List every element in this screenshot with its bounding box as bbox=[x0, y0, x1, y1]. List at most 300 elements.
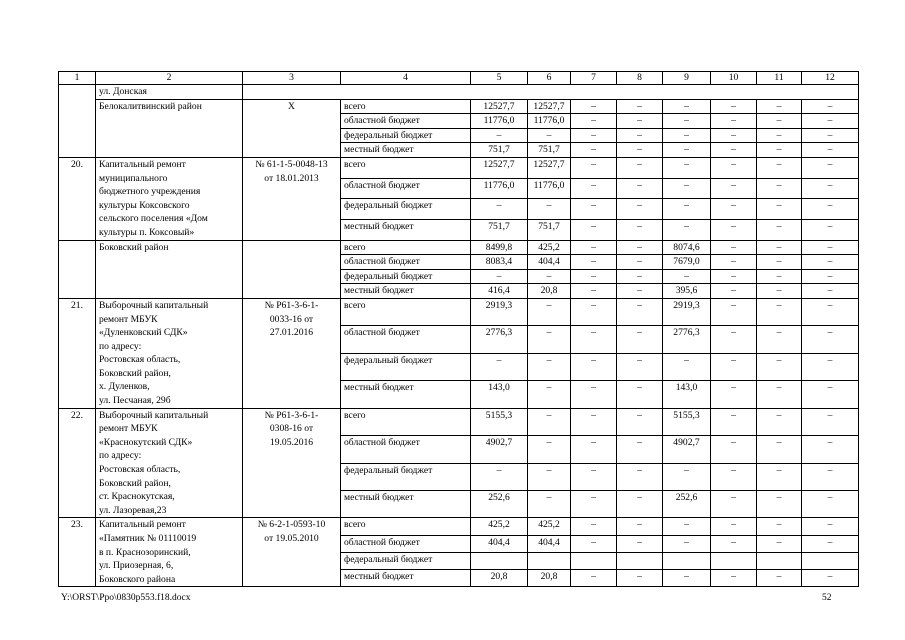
value-cell: – bbox=[711, 143, 757, 158]
object-name-line: «Памятник № 01110019 bbox=[99, 533, 197, 544]
column-header: 3 bbox=[243, 72, 341, 85]
value-cell: – bbox=[571, 326, 617, 353]
table-row bbox=[59, 298, 859, 325]
value-cell: – bbox=[528, 463, 571, 490]
value-cell: – bbox=[571, 199, 617, 220]
value-cell: 252,6 bbox=[663, 490, 711, 517]
value-cell: – bbox=[571, 298, 617, 325]
value-cell: – bbox=[571, 114, 617, 129]
value-cell: – bbox=[528, 199, 571, 220]
column-header: 4 bbox=[341, 72, 471, 85]
value-cell bbox=[802, 552, 859, 569]
value-cell: – bbox=[663, 199, 711, 220]
value-cell: 404,4 bbox=[528, 535, 571, 552]
value-cell bbox=[757, 552, 802, 569]
value-cell: – bbox=[802, 99, 859, 114]
value-cell: – bbox=[802, 570, 859, 587]
object-name bbox=[96, 240, 243, 298]
value-cell bbox=[663, 552, 711, 569]
value-cell: – bbox=[571, 128, 617, 143]
value-cell: 2776,3 bbox=[471, 326, 528, 353]
value-cell: – bbox=[802, 490, 859, 517]
object-name bbox=[96, 157, 243, 240]
document-ref bbox=[243, 240, 341, 298]
value-cell: – bbox=[757, 535, 802, 552]
table-row bbox=[59, 157, 859, 178]
value-cell: – bbox=[802, 518, 859, 535]
value-cell: – bbox=[802, 128, 859, 143]
value-cell: – bbox=[571, 381, 617, 408]
value-cell: – bbox=[617, 199, 663, 220]
value-cell: 20,8 bbox=[528, 284, 571, 299]
item-number: 21. bbox=[59, 298, 96, 408]
value-cell bbox=[471, 552, 528, 569]
value-cell: – bbox=[617, 143, 663, 158]
value-cell: – bbox=[711, 99, 757, 114]
value-cell: – bbox=[471, 463, 528, 490]
value-cell: – bbox=[711, 199, 757, 220]
object-name-line: ремонт МБУК bbox=[99, 313, 158, 325]
header-row bbox=[59, 72, 859, 85]
value-cell: 11776,0 bbox=[528, 114, 571, 129]
document-line: № 6-2-1-0593-10 bbox=[257, 519, 326, 531]
value-cell: – bbox=[663, 178, 711, 199]
value-cell: – bbox=[528, 269, 571, 284]
value-cell: – bbox=[711, 463, 757, 490]
value-cell: – bbox=[757, 408, 802, 435]
value-cell: – bbox=[802, 353, 859, 380]
object-name-line: сельского поселения «Дом bbox=[99, 213, 208, 225]
value-cell: – bbox=[571, 408, 617, 435]
funding-type: всего bbox=[341, 518, 471, 535]
value-cell: – bbox=[757, 199, 802, 220]
value-cell: 143,0 bbox=[663, 381, 711, 408]
value-cell: – bbox=[802, 463, 859, 490]
value-cell: – bbox=[571, 178, 617, 199]
value-cell: – bbox=[663, 114, 711, 129]
funding-type: областной бюджет bbox=[341, 178, 471, 199]
funding-type: всего bbox=[341, 99, 471, 114]
value-cell: 751,7 bbox=[471, 143, 528, 158]
table-row bbox=[59, 99, 859, 114]
value-cell: – bbox=[663, 535, 711, 552]
object-name-line: Боковского района bbox=[99, 573, 176, 585]
value-cell: – bbox=[802, 298, 859, 325]
object-name-line: культуры Коксовского bbox=[99, 199, 190, 211]
value-cell: – bbox=[617, 99, 663, 114]
value-cell: – bbox=[757, 570, 802, 587]
value-cell: – bbox=[571, 570, 617, 587]
value-cell: – bbox=[757, 518, 802, 535]
value-cell: 751,7 bbox=[471, 219, 528, 240]
value-cell: – bbox=[617, 490, 663, 517]
value-cell: – bbox=[711, 436, 757, 463]
value-cell: – bbox=[757, 219, 802, 240]
value-cell: – bbox=[663, 570, 711, 587]
value-cell: – bbox=[757, 326, 802, 353]
value-cell: – bbox=[617, 240, 663, 255]
empty-cell bbox=[243, 85, 859, 100]
value-cell: – bbox=[757, 436, 802, 463]
item-number bbox=[59, 240, 96, 298]
value-cell: – bbox=[571, 490, 617, 517]
value-cell: – bbox=[757, 255, 802, 270]
value-cell: – bbox=[802, 255, 859, 270]
value-cell: – bbox=[528, 408, 571, 435]
object-name-line: муниципального bbox=[99, 172, 168, 184]
value-cell: – bbox=[711, 408, 757, 435]
funding-type: местный бюджет bbox=[341, 490, 471, 517]
object-name-line: х. Дуленков, bbox=[99, 381, 150, 393]
object-name-line: ул. Лазоревая,23 bbox=[99, 504, 167, 516]
value-cell: – bbox=[711, 353, 757, 380]
value-cell: – bbox=[571, 157, 617, 178]
value-cell: – bbox=[802, 219, 859, 240]
value-cell: – bbox=[528, 326, 571, 353]
value-cell: 12527,7 bbox=[471, 157, 528, 178]
document-ref bbox=[243, 99, 341, 157]
funding-type: федеральный бюджет bbox=[341, 128, 471, 143]
object-name-line: в п. Краснозоринский, bbox=[99, 546, 191, 558]
funding-type: местный бюджет bbox=[341, 381, 471, 408]
document-line: № Р61-3-6-1- bbox=[264, 409, 319, 421]
object-name-line: Капитальный ремонт bbox=[99, 158, 186, 170]
value-cell bbox=[528, 552, 571, 569]
object-name-line: ул. Приозерная, 6, bbox=[99, 560, 174, 572]
value-cell: 2919,3 bbox=[663, 298, 711, 325]
continuation-text: ул. Донская bbox=[96, 85, 243, 100]
value-cell: – bbox=[617, 128, 663, 143]
value-cell: – bbox=[663, 99, 711, 114]
value-cell: 2919,3 bbox=[471, 298, 528, 325]
value-cell: 20,8 bbox=[528, 570, 571, 587]
value-cell: – bbox=[663, 353, 711, 380]
value-cell: 8083,4 bbox=[471, 255, 528, 270]
item-number: 22. bbox=[59, 408, 96, 518]
funding-type: всего bbox=[341, 157, 471, 178]
value-cell: 4902,7 bbox=[471, 436, 528, 463]
value-cell: 12527,7 bbox=[471, 99, 528, 114]
column-header: 6 bbox=[528, 72, 571, 85]
value-cell: – bbox=[802, 436, 859, 463]
district-name: Белокалитвинский район bbox=[99, 100, 202, 112]
value-cell: – bbox=[711, 570, 757, 587]
value-cell: – bbox=[711, 128, 757, 143]
value-cell: – bbox=[802, 326, 859, 353]
value-cell: – bbox=[757, 114, 802, 129]
continuation-row bbox=[59, 85, 859, 100]
value-cell: – bbox=[571, 463, 617, 490]
value-cell: – bbox=[617, 381, 663, 408]
funding-type: местный бюджет bbox=[341, 143, 471, 158]
funding-type: областной бюджет bbox=[341, 535, 471, 552]
value-cell: – bbox=[711, 157, 757, 178]
value-cell: – bbox=[757, 269, 802, 284]
value-cell: 425,2 bbox=[471, 518, 528, 535]
column-header: 1 bbox=[59, 72, 96, 85]
value-cell: – bbox=[663, 128, 711, 143]
value-cell: – bbox=[757, 178, 802, 199]
value-cell: – bbox=[663, 518, 711, 535]
value-cell: – bbox=[617, 269, 663, 284]
value-cell: – bbox=[757, 157, 802, 178]
value-cell: – bbox=[471, 128, 528, 143]
value-cell: 143,0 bbox=[471, 381, 528, 408]
funding-type: федеральный бюджет bbox=[341, 552, 471, 569]
value-cell: – bbox=[711, 518, 757, 535]
value-cell: – bbox=[711, 114, 757, 129]
budget-table bbox=[58, 71, 859, 587]
value-cell: – bbox=[711, 240, 757, 255]
value-cell: – bbox=[663, 219, 711, 240]
value-cell: 5155,3 bbox=[663, 408, 711, 435]
value-cell: – bbox=[757, 240, 802, 255]
value-cell: – bbox=[757, 298, 802, 325]
value-cell bbox=[571, 552, 617, 569]
value-cell: – bbox=[802, 284, 859, 299]
value-cell: 11776,0 bbox=[528, 178, 571, 199]
value-cell: – bbox=[617, 219, 663, 240]
object-name-line: «Краснокутский СДК» bbox=[99, 436, 193, 448]
document-line: 0308-16 от bbox=[269, 423, 314, 435]
object-name bbox=[96, 99, 243, 157]
object-name-line: «Дуленковский СДК» bbox=[99, 327, 188, 339]
value-cell: – bbox=[617, 326, 663, 353]
value-cell: – bbox=[711, 178, 757, 199]
value-cell: – bbox=[571, 535, 617, 552]
funding-type: федеральный бюджет bbox=[341, 463, 471, 490]
value-cell: – bbox=[663, 143, 711, 158]
value-cell: 12527,7 bbox=[528, 99, 571, 114]
object-name-line: по адресу: bbox=[99, 450, 142, 462]
object-name-line: Ростовская область, bbox=[99, 354, 181, 366]
value-cell: – bbox=[528, 436, 571, 463]
item-number bbox=[59, 99, 96, 157]
value-cell: – bbox=[663, 269, 711, 284]
value-cell: – bbox=[617, 436, 663, 463]
value-cell: – bbox=[802, 381, 859, 408]
document-line: № Р61-3-6-1- bbox=[264, 299, 319, 311]
value-cell: – bbox=[571, 219, 617, 240]
value-cell: – bbox=[802, 408, 859, 435]
document-line: 27.01.2016 bbox=[269, 327, 314, 339]
item-number: 23. bbox=[59, 518, 96, 587]
value-cell: – bbox=[711, 269, 757, 284]
document-line: 0033-16 от bbox=[269, 313, 314, 325]
value-cell: – bbox=[617, 463, 663, 490]
object-name-line: Ростовская область, bbox=[99, 464, 181, 476]
value-cell: 404,4 bbox=[528, 255, 571, 270]
column-header: 2 bbox=[96, 72, 243, 85]
object-name-line: по адресу: bbox=[99, 340, 142, 352]
value-cell: – bbox=[757, 353, 802, 380]
document-line: Х bbox=[288, 100, 295, 112]
value-cell: – bbox=[802, 240, 859, 255]
value-cell: 20,8 bbox=[471, 570, 528, 587]
funding-type: федеральный бюджет bbox=[341, 199, 471, 220]
value-cell: – bbox=[571, 436, 617, 463]
object-name-line: ремонт МБУК bbox=[99, 423, 158, 435]
funding-type: областной бюджет bbox=[341, 326, 471, 353]
value-cell: – bbox=[802, 143, 859, 158]
object-name-line: Капитальный ремонт bbox=[99, 519, 186, 531]
value-cell: 4902,7 bbox=[663, 436, 711, 463]
document-line: № 61-1-5-0048-13 bbox=[255, 158, 328, 170]
value-cell: 2776,3 bbox=[663, 326, 711, 353]
funding-type: областной бюджет bbox=[341, 436, 471, 463]
column-header: 7 bbox=[571, 72, 617, 85]
value-cell: – bbox=[571, 255, 617, 270]
value-cell: – bbox=[711, 255, 757, 270]
object-name bbox=[96, 298, 243, 408]
value-cell: 395,6 bbox=[663, 284, 711, 299]
object-name-line: Боковский район, bbox=[99, 477, 171, 489]
column-header: 5 bbox=[471, 72, 528, 85]
value-cell: – bbox=[471, 269, 528, 284]
table-row bbox=[59, 240, 859, 255]
value-cell: – bbox=[663, 463, 711, 490]
document-ref bbox=[243, 408, 341, 518]
value-cell: – bbox=[471, 353, 528, 380]
value-cell: 425,2 bbox=[528, 518, 571, 535]
value-cell: – bbox=[617, 284, 663, 299]
funding-type: всего bbox=[341, 408, 471, 435]
column-header: 9 bbox=[663, 72, 711, 85]
value-cell: – bbox=[617, 518, 663, 535]
value-cell: – bbox=[617, 353, 663, 380]
value-cell: – bbox=[757, 143, 802, 158]
value-cell: – bbox=[802, 269, 859, 284]
table-row bbox=[59, 518, 859, 535]
value-cell: – bbox=[757, 284, 802, 299]
value-cell: 751,7 bbox=[528, 219, 571, 240]
object-name-line: ул. Песчаная, 29б bbox=[99, 395, 171, 407]
value-cell: – bbox=[757, 463, 802, 490]
value-cell: – bbox=[528, 298, 571, 325]
document-ref bbox=[243, 298, 341, 408]
funding-type: областной бюджет bbox=[341, 114, 471, 129]
value-cell: 5155,3 bbox=[471, 408, 528, 435]
funding-type: местный бюджет bbox=[341, 570, 471, 587]
funding-type: всего bbox=[341, 240, 471, 255]
funding-type: федеральный бюджет bbox=[341, 269, 471, 284]
value-cell: – bbox=[757, 381, 802, 408]
column-header: 8 bbox=[617, 72, 663, 85]
value-cell: – bbox=[528, 128, 571, 143]
funding-type: всего bbox=[341, 298, 471, 325]
funding-type: местный бюджет bbox=[341, 284, 471, 299]
funding-type: местный бюджет bbox=[341, 219, 471, 240]
item-number: 20. bbox=[59, 157, 96, 240]
value-cell: – bbox=[528, 381, 571, 408]
value-cell: – bbox=[802, 178, 859, 199]
value-cell: 7679,0 bbox=[663, 255, 711, 270]
funding-type: областной бюджет bbox=[341, 255, 471, 270]
value-cell: – bbox=[617, 178, 663, 199]
value-cell: – bbox=[471, 199, 528, 220]
document-ref bbox=[243, 157, 341, 240]
value-cell: – bbox=[617, 157, 663, 178]
page-number: 52 bbox=[822, 593, 832, 603]
value-cell: 751,7 bbox=[528, 143, 571, 158]
column-header: 11 bbox=[757, 72, 802, 85]
value-cell: – bbox=[571, 353, 617, 380]
document-line: 19.05.2016 bbox=[269, 436, 314, 448]
document-ref bbox=[243, 518, 341, 587]
value-cell: 404,4 bbox=[471, 535, 528, 552]
value-cell: – bbox=[571, 269, 617, 284]
district-name: Боковский район bbox=[99, 241, 169, 253]
object-name bbox=[96, 518, 243, 587]
column-header: 12 bbox=[802, 72, 859, 85]
value-cell: – bbox=[571, 143, 617, 158]
object-name-line: Боковский район, bbox=[99, 367, 171, 379]
object-name-line: Выборочный капитальный bbox=[99, 299, 209, 311]
value-cell: – bbox=[617, 570, 663, 587]
value-cell: – bbox=[802, 199, 859, 220]
funding-type: федеральный бюджет bbox=[341, 353, 471, 380]
value-cell: – bbox=[617, 298, 663, 325]
value-cell: 425,2 bbox=[528, 240, 571, 255]
object-name-line: Выборочный капитальный bbox=[99, 409, 209, 421]
value-cell: – bbox=[617, 408, 663, 435]
value-cell: – bbox=[571, 284, 617, 299]
value-cell: – bbox=[571, 99, 617, 114]
value-cell: – bbox=[711, 490, 757, 517]
value-cell: – bbox=[757, 99, 802, 114]
object-name-line: ст. Краснокутская, bbox=[99, 491, 175, 503]
document-line: от 18.01.2013 bbox=[264, 172, 319, 184]
value-cell: – bbox=[711, 298, 757, 325]
value-cell: – bbox=[663, 157, 711, 178]
value-cell: 11776,0 bbox=[471, 114, 528, 129]
value-cell: – bbox=[711, 381, 757, 408]
column-header: 10 bbox=[711, 72, 757, 85]
value-cell: – bbox=[617, 255, 663, 270]
number-cell bbox=[59, 85, 96, 100]
value-cell: – bbox=[757, 128, 802, 143]
file-path: Y:\ORST\Ppo\0830p553.f18.docx bbox=[61, 593, 191, 603]
object-name-line: бюджетного учреждения bbox=[99, 186, 201, 198]
object-name bbox=[96, 408, 243, 518]
value-cell: – bbox=[571, 240, 617, 255]
value-cell: 8074,6 bbox=[663, 240, 711, 255]
value-cell: – bbox=[617, 535, 663, 552]
value-cell: – bbox=[802, 157, 859, 178]
value-cell bbox=[711, 552, 757, 569]
document-line: от 19.05.2010 bbox=[264, 533, 319, 544]
value-cell: – bbox=[528, 353, 571, 380]
value-cell: 11776,0 bbox=[471, 178, 528, 199]
object-name-line: культуры п. Коксовый» bbox=[99, 226, 195, 238]
value-cell: – bbox=[802, 535, 859, 552]
value-cell: – bbox=[571, 518, 617, 535]
value-cell: – bbox=[711, 219, 757, 240]
table-row bbox=[59, 408, 859, 435]
value-cell: – bbox=[711, 284, 757, 299]
value-cell: – bbox=[802, 114, 859, 129]
value-cell bbox=[617, 552, 663, 569]
value-cell: 416,4 bbox=[471, 284, 528, 299]
value-cell: – bbox=[711, 326, 757, 353]
value-cell: – bbox=[617, 114, 663, 129]
value-cell: – bbox=[528, 490, 571, 517]
value-cell: 12527,7 bbox=[528, 157, 571, 178]
value-cell: 8499,8 bbox=[471, 240, 528, 255]
value-cell: – bbox=[757, 490, 802, 517]
value-cell: – bbox=[711, 535, 757, 552]
value-cell: 252,6 bbox=[471, 490, 528, 517]
